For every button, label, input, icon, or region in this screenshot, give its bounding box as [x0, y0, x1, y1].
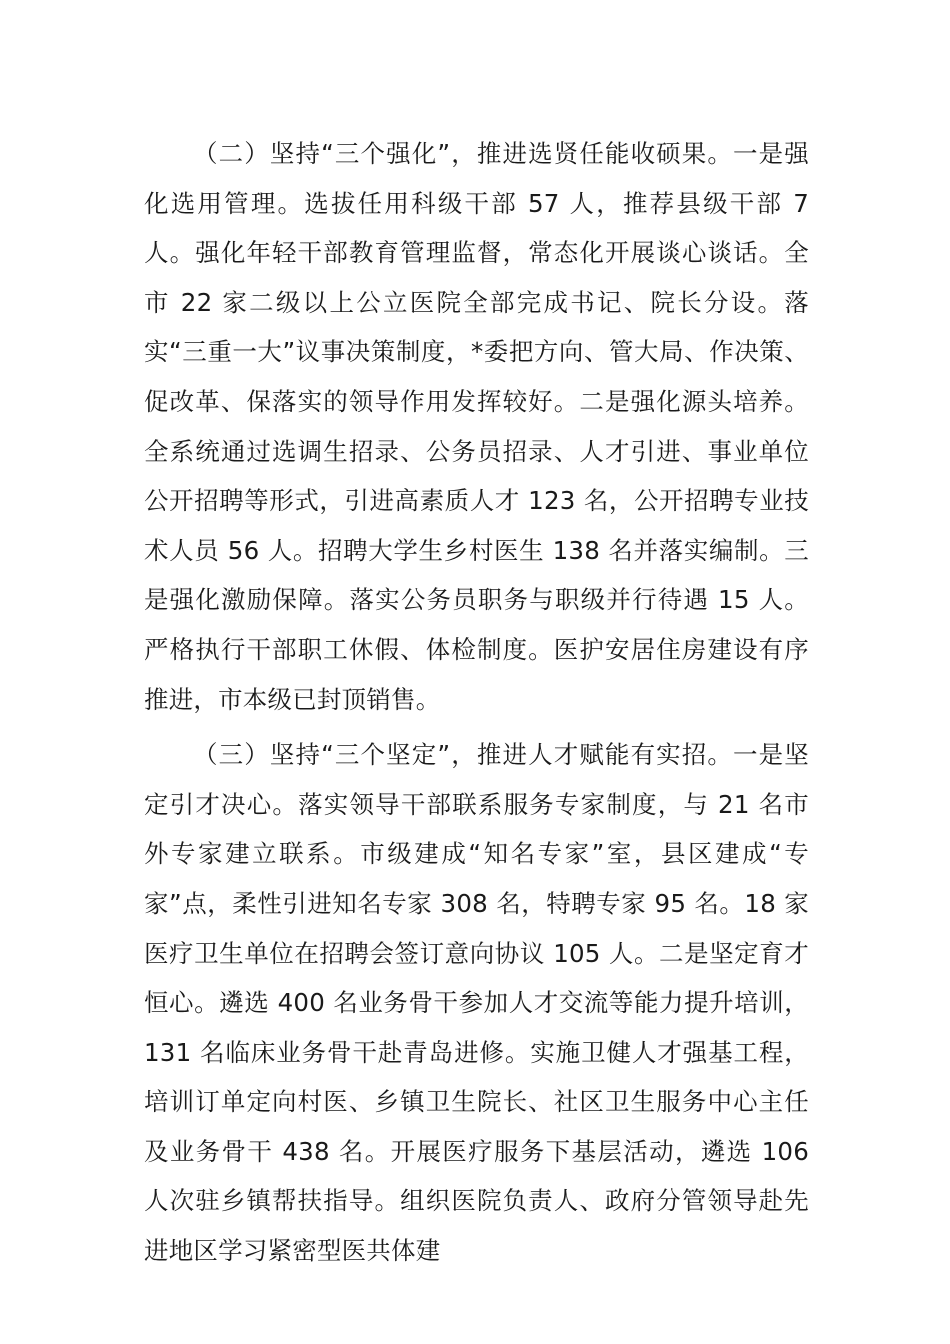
paragraph-section-three: （三）坚持“三个坚定”，推进人才赋能有实招。一是坚定引才决心。落实领导干部联系服务专家制度，与 21 名市外专家建立联系。市级建成“知名专家”室，县区建成“专家”点，柔性引进知名专家 308 名，特聘专家 95 名。18 家医疗卫生单位在招聘会签订意向协议 105 人。二是坚定育才恒心。遴选 400 名业务骨干参加人才交流等能力提升培训，131 名临床业务骨干赴青岛进修。实施卫健人才强基工程，培训订单定向村医、乡镇卫生院长、社区卫生服务中心主任及业务骨干 438 名。开展医疗服务下基层活动，遴选 106 人次驻乡镇帮扶指导。组织医院负责人、政府分管领导赴先进地区学习紧密型医共体建 — [144, 740, 809, 1266]
paragraph-section-two: （二）坚持“三个强化”，推进选贤任能收硕果。一是强化选用管理。选拔任用科级干部 57 人，推荐县级干部 7 人。强化年轻干部教育管理监督，常态化开展谈心谈话。全市 22 家二级以上公立医院全部完成书记、院长分设。落实“三重一大”议事决策制度，*委把方向、管大局、作决策、促改革、保落实的领导作用发挥较好。二是强化源头培养。全系统通过选调生招录、公务员招录、人才引进、事业单位公开招聘等形式，引进高素质人才 123 名，公开招聘专业技术人员 56 人。招聘大学生乡村医生 138 名并落实编制。三是强化激励保障。落实公务员职务与职级并行待遇 15 人。严格执行干部职工休假、体检制度。医护安居住房建设有序推进，市本级已封顶销售。 — [144, 139, 809, 714]
document-body — [144, 129, 809, 1276]
